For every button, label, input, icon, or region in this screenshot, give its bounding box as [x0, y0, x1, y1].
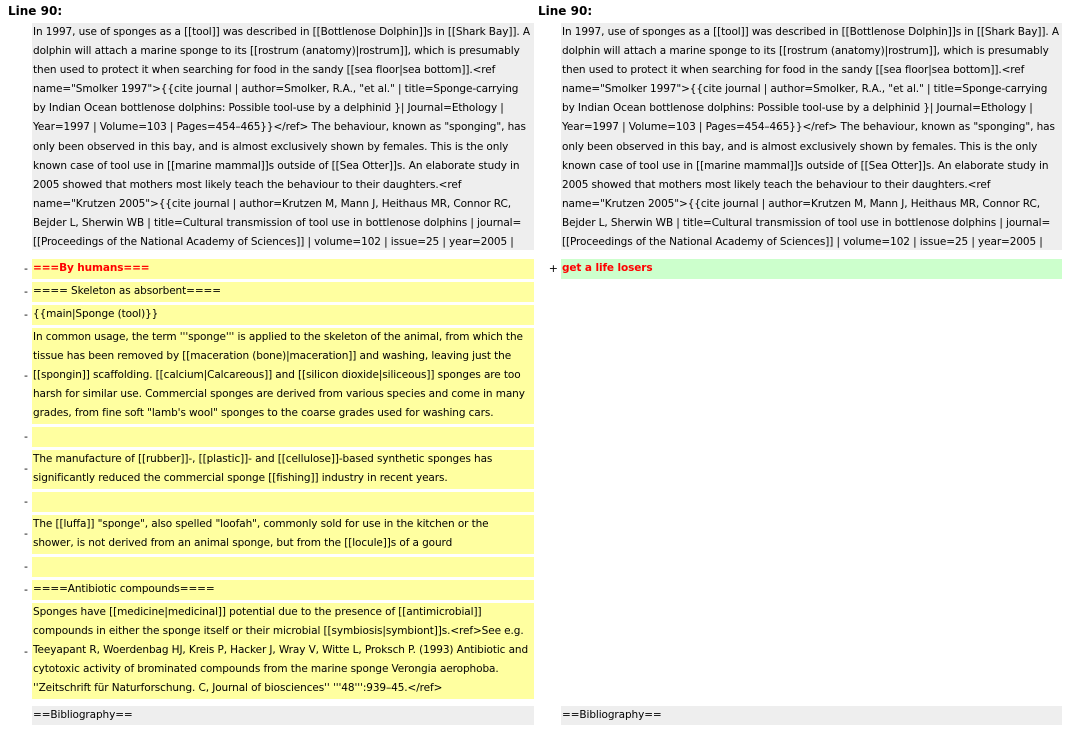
- left-line-header: Line 90:: [8, 4, 63, 18]
- removed-marker: -: [24, 527, 28, 540]
- removed-marker: -: [24, 285, 28, 298]
- removed-marker: -: [24, 583, 28, 596]
- added-marker: +: [548, 262, 558, 275]
- removed-marker: -: [24, 462, 28, 475]
- removed-line-main: {{main|Sponge (tool)}}: [32, 305, 534, 325]
- footer-context-right: ==Bibliography==: [561, 706, 1062, 725]
- context-text-right: In 1997, use of sponges as a [[tool]] was described in [[Bottlenose Dolphin]]s in [[Shark Bay]]. A dolphin will attach a marine sponge to its [[rostrum (anatomy)|rostrum]], which is presumably then used to protect it when searching for food in the sandy [[sea floor|sea bottom]].<ref name="Smolker 1997">{{cite journal | author=Smolker, R.A., "et al." | title=Sponge-carrying by Indian Ocean bottlenose dolphins: Possible tool-use by a delphinid }| Journal=Ethology | Year=1997 | Volume=103 | Pages=454–465}}</ref> The behaviour, known as "sponging", has only been observed in this bay, and is almost exclusively shown by females. This is the only known case of tool use in [[marine mammal]]s outside of [[Sea Otter]]s. An elaborate study in 2005 showed that mothers most likely teach the behaviour to their daughters.<ref name="Krutzen 2005">{{cite journal | author=Krutzen M, Mann J, Heithaus MR, Connor RC, Bejder L, Sherwin WB | title=Cultural transmission of tool use in bottlenose dolphins | journal=[[Proceedings of the National Academy of Sciences]] | volume=102 | issue=25 | year=2005 |: [561, 23, 1062, 250]
- removed-marker: -: [24, 495, 28, 508]
- removed-line-blank: [32, 492, 534, 512]
- footer-context-left: ==Bibliography==: [32, 706, 534, 725]
- removed-line-blank: [32, 557, 534, 577]
- removed-line-manufacture: The manufacture of [[rubber]]-, [[plastic]]- and [[cellulose]]-based synthetic sponges has significantly reduced the commercial sponge [[fishing]] industry in recent years.: [32, 450, 534, 489]
- removed-line-common-usage: In common usage, the term '''sponge''' is applied to the skeleton of the animal, from which the tissue has been removed by [[maceration (bone)|maceration]] and washing, leaving just the [[spongin]] scaffolding. [[calcium|Calcareous]] and [[silicon dioxide|siliceous]] sponges are too harsh for similar use. Commercial sponges are derived from various species and come in many grades, from fine soft "lamb's wool" sponges to the coarse grades used for washing cars.: [32, 328, 534, 424]
- removed-line-luffa: The [[luffa]] "sponge", also spelled "loofah", commonly sold for use in the kitchen or the shower, is not derived from an animal sponge, but from the [[locule]]s of a gourd: [32, 515, 534, 554]
- added-line: get a life losers: [561, 259, 1062, 279]
- removed-line-skeleton: ==== Skeleton as absorbent====: [32, 282, 534, 302]
- removed-marker: -: [24, 262, 28, 275]
- removed-marker: -: [24, 645, 28, 658]
- removed-marker: -: [24, 369, 28, 382]
- context-text-left: In 1997, use of sponges as a [[tool]] was described in [[Bottlenose Dolphin]]s in [[Shark Bay]]. A dolphin will attach a marine sponge to its [[rostrum (anatomy)|rostrum]], which is presumably then used to protect it when searching for food in the sandy [[sea floor|sea bottom]].<ref name="Smolker 1997">{{cite journal | author=Smolker, R.A., "et al." | title=Sponge-carrying by Indian Ocean bottlenose dolphins: Possible tool-use by a delphinid }| Journal=Ethology | Year=1997 | Volume=103 | Pages=454–465}}</ref> The behaviour, known as "sponging", has only been observed in this bay, and is almost exclusively shown by females. This is the only known case of tool use in [[marine mammal]]s outside of [[Sea Otter]]s. An elaborate study in 2005 showed that mothers most likely teach the behaviour to their daughters.<ref name="Krutzen 2005">{{cite journal | author=Krutzen M, Mann J, Heithaus MR, Connor RC, Bejder L, Sherwin WB | title=Cultural transmission of tool use in bottlenose dolphins | journal=[[Proceedings of the National Academy of Sciences]] | volume=102 | issue=25 | year=2005 |: [32, 23, 534, 250]
- removed-line-by-humans: ===By humans===: [32, 259, 534, 279]
- removed-line-antibiotic: ====Antibiotic compounds====: [32, 580, 534, 600]
- removed-line-medicinal: Sponges have [[medicine|medicinal]] potential due to the presence of [[antimicrobial]] compounds in either the sponge itself or their microbial [[symbiosis|symbiont]]s.<ref>See e.g. Teeyapant R, Woerdenbag HJ, Kreis P, Hacker J, Wray V, Witte L, Proksch P. (1993) Antibiotic and cytotoxic activity of brominated compounds from the marine sponge Verongia aerophoba. ''Zeitschrift für Naturforschung. C, Journal of biosciences'' '''48''':939–45.</ref>: [32, 603, 534, 699]
- removed-marker: -: [24, 560, 28, 573]
- removed-line-blank: [32, 427, 534, 447]
- right-line-header: Line 90:: [538, 4, 593, 18]
- removed-marker: -: [24, 430, 28, 443]
- removed-marker: -: [24, 308, 28, 321]
